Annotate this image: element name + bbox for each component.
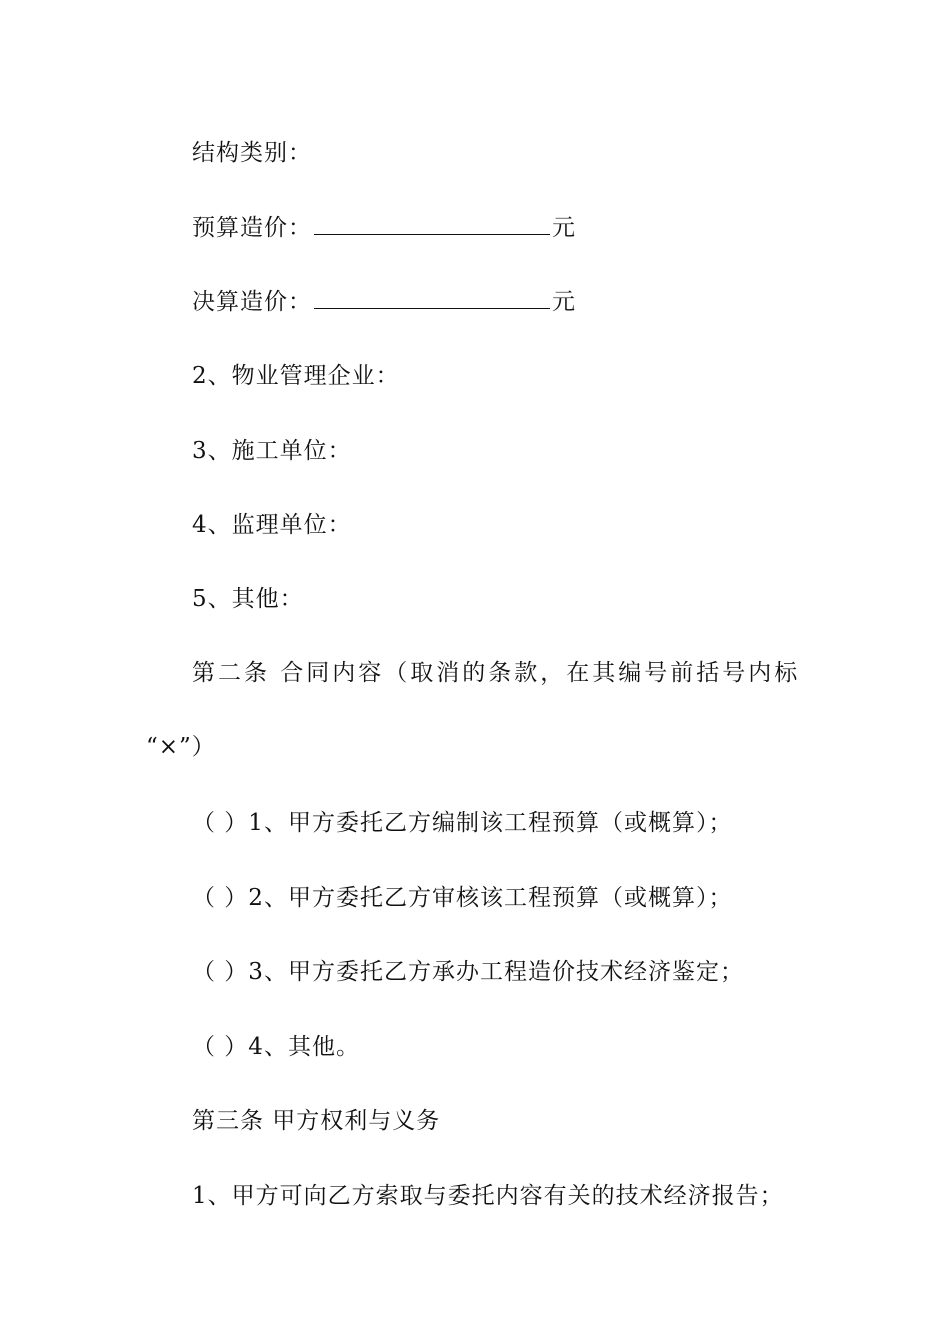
supervision-unit-line: 4、监理单位： [192,512,352,538]
budget-cost-line [192,212,576,243]
article-two-item: （ ）3、甲方委托乙方承办工程造价技术经济鉴定； [192,959,744,985]
property-management-line: 2、物业管理企业： [192,363,400,389]
budget-cost-label: 预算造价： [192,215,312,241]
final-cost-blank [314,286,550,309]
article-two-heading: 第二条 合同内容（取消的条款，在其编号前括号内标 [192,660,801,686]
final-cost-line [192,286,576,317]
budget-cost-blank [314,212,550,235]
article-two-item: （ ）4、其他。 [192,1034,360,1060]
final-cost-label: 决算造价： [192,289,312,315]
article-two-heading-continued: “×”） [146,734,216,760]
article-three-heading: 第三条 甲方权利与义务 [192,1108,441,1134]
article-two-item: （ ）2、甲方委托乙方审核该工程预算（或概算）； [192,885,733,911]
structure-type-label: 结构类别： [192,140,312,166]
construction-unit-line: 3、施工单位： [192,438,352,464]
article-two-item: （ ）1、甲方委托乙方编制该工程预算（或概算）； [192,810,733,836]
other-line: 5、其他： [192,586,304,612]
final-cost-unit: 元 [552,289,576,315]
article-three-item: 1、甲方可向乙方索取与委托内容有关的技术经济报告； [192,1183,784,1209]
budget-cost-unit: 元 [552,215,576,241]
